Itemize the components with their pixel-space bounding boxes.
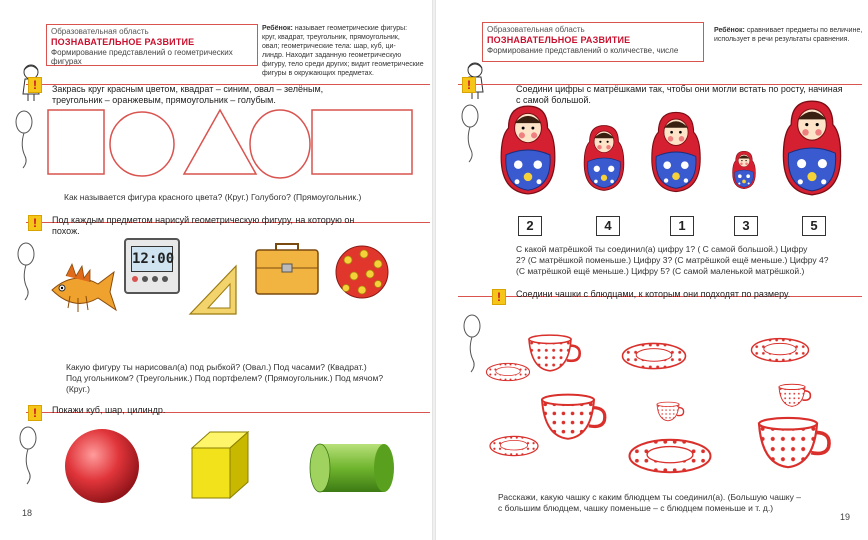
right-child-label: Ребёнок: — [714, 27, 745, 34]
left-task2-q-2: (Круг.) — [66, 384, 90, 394]
left-task2-text — [52, 215, 422, 237]
balloon-icon — [14, 108, 34, 168]
cup-tiny — [657, 402, 684, 421]
right-task1-q-0: С какой матрёшкой ты соединил(а) цифру 1? ( С самой большой.) Цифру — [516, 244, 808, 254]
left-header-box — [46, 24, 258, 66]
cube-shape — [192, 432, 248, 498]
left-task1-text — [52, 84, 422, 106]
right-page — [436, 0, 868, 540]
right-child-note — [714, 26, 864, 44]
left-page — [0, 0, 432, 540]
right-header-area: Образовательная область — [487, 25, 585, 34]
cylinder-shape — [310, 444, 394, 492]
geometric-shapes-outlines — [40, 108, 430, 180]
right-child-line-0: сравнивает предметы по величине, — [746, 27, 863, 34]
set-square-icon — [186, 262, 240, 318]
solids-illustration — [44, 426, 404, 506]
right-task1-q-1: 2? (С матрёшкой поменьше.) Цифру 3? (С матрёшкой ещё меньше.) Цифру 4? — [516, 255, 829, 265]
cup-large — [542, 395, 605, 439]
exclamation-icon: ! — [28, 405, 42, 421]
right-task1-line-0: Соедини цифры с матрёшками так, чтобы они могли встать по росту, начиная — [516, 84, 843, 94]
square-outline — [48, 110, 104, 174]
left-child-line-1: круг, квадрат, треугольник, прямоугольник, — [262, 34, 400, 41]
left-child-label: Ребёнок: — [262, 25, 293, 32]
right-task1-question — [516, 244, 856, 277]
left-child-line-4: фигуру, тело среди других; видит геометрические — [262, 61, 424, 68]
exclamation-icon: ! — [492, 289, 506, 305]
left-child-line-0: называет геометрические фигуры: — [294, 25, 408, 32]
right-header-section: ПОЗНАВАТЕЛЬНОЕ РАЗВИТИЕ — [487, 35, 631, 45]
right-task2-text: Соедини чашки с блюдцами, к которым они подходят по размеру. — [516, 289, 791, 299]
left-task2-line-0: Под каждым предметом нарисуй геометрическую фигуру, на которую он — [52, 215, 355, 225]
left-task2-q-0: Какую фигуру ты нарисовал(а) под рыбкой? (Овал.) Под часами? (Квадрат.) — [66, 362, 367, 372]
left-header-subtitle: Формирование представлений о геометрических фигурах — [51, 48, 233, 66]
cup-small — [779, 384, 810, 406]
balloon-icon — [16, 240, 36, 300]
left-page-number: 18 — [22, 508, 33, 518]
number-box-1[interactable]: 2 — [518, 216, 542, 236]
matryoshka-3 — [652, 112, 700, 191]
matryoshka-1 — [501, 106, 555, 194]
left-child-line-5: фигуры в окружающих предметах. — [262, 70, 374, 77]
left-child-line-3: линдр. Находит заданную геометрическую — [262, 52, 402, 59]
matryoshka-dolls — [492, 104, 862, 200]
left-header-section: ПОЗНАВАТЕЛЬНОЕ РАЗВИТИЕ — [51, 37, 195, 47]
saucer-large — [623, 343, 686, 368]
left-task2-q-1: Под угольником? (Треугольник.) Под портфелем? (Прямоугольник.) Под мячом? — [66, 373, 384, 383]
right-page-number: 19 — [840, 512, 851, 522]
right-header-subtitle: Формирование представлений о количестве, числе — [487, 46, 679, 55]
right-task2-q-1: с большим блюдцем, чашку поменьше – с блюдцем поменьше и т. д.) — [498, 503, 774, 513]
cups-and-saucers — [492, 320, 868, 480]
exclamation-icon: ! — [28, 77, 42, 93]
fish-icon — [46, 262, 118, 318]
right-child-line-1: использует в речи результаты сравнения. — [714, 36, 850, 43]
right-task2-question — [498, 492, 858, 514]
ball-icon — [334, 244, 390, 300]
right-task1-q-2: (С матрёшкой ещё меньше.) Цифру 5? (С самой маленькой матрёшкой.) — [516, 266, 805, 276]
right-header-box — [482, 22, 704, 62]
right-task1-line-1: с самой большой. — [516, 95, 591, 105]
saucer-largest — [630, 440, 711, 472]
saucer-small — [486, 363, 529, 380]
right-task2-q-0: Расскажи, какую чашку с каким блюдцем ты соединил(а). (Большую чашку – — [498, 492, 801, 502]
cup-medium — [529, 335, 580, 371]
left-task1-line-0: Закрась круг красным цветом, квадрат – синим, овал – зелёным, — [52, 84, 324, 94]
oval-outline — [250, 110, 310, 178]
left-task2-line-1: похож. — [52, 226, 80, 236]
left-task3-text: Покажи куб, шар, цилиндр. — [52, 405, 166, 415]
triangle-outline — [184, 110, 256, 174]
clock-display: 12:00 — [131, 246, 173, 272]
briefcase-icon — [252, 240, 322, 298]
matryoshka-4 — [733, 151, 756, 188]
rectangle-outline — [312, 110, 412, 174]
number-box-3[interactable]: 1 — [670, 216, 694, 236]
circle-outline — [110, 112, 174, 176]
left-header-area: Образовательная область — [51, 27, 149, 36]
exclamation-icon: ! — [28, 215, 42, 231]
balloon-icon — [460, 102, 480, 162]
left-child-note — [262, 24, 424, 78]
sphere-shape — [65, 429, 139, 503]
saucer-smaller — [490, 436, 538, 455]
number-box-4[interactable]: 3 — [734, 216, 758, 236]
left-task1-line-1: треугольник – оранжевым, прямоугольник – голубым. — [52, 95, 276, 105]
number-box-2[interactable]: 4 — [596, 216, 620, 236]
number-box-5[interactable]: 5 — [802, 216, 826, 236]
balloon-icon — [462, 312, 482, 372]
exclamation-icon: ! — [462, 77, 476, 93]
matryoshka-2 — [584, 126, 624, 191]
saucer-medium — [752, 339, 809, 362]
balloon-icon — [18, 424, 38, 484]
cup-largest — [759, 418, 829, 467]
left-task1-question: Как называется фигура красного цвета? (Круг.) Голубого? (Прямоугольник.) — [64, 192, 362, 202]
left-child-line-2: овал; геометрические тела: шар, куб, ци- — [262, 43, 396, 50]
left-task2-question — [66, 362, 426, 395]
matryoshka-5 — [783, 101, 840, 195]
clock-icon — [124, 238, 180, 294]
